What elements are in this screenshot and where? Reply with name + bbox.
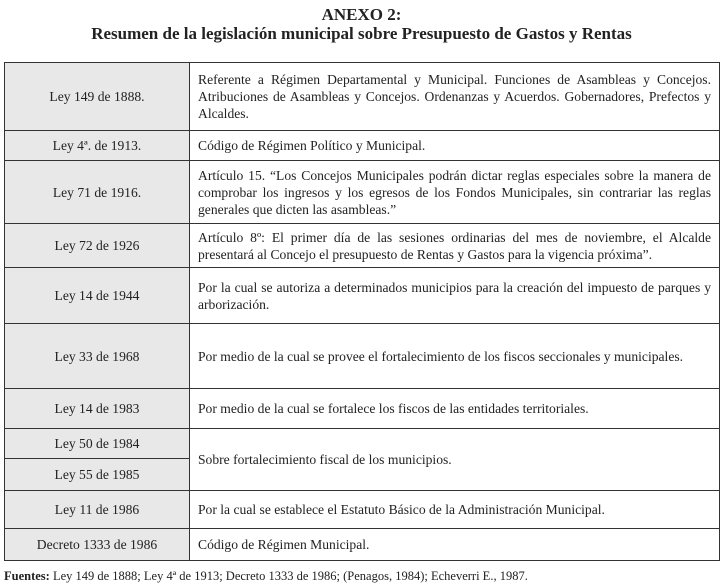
description-cell: Por medio de la cual se fortalece los fiscos de las entidades territoriales.	[190, 389, 720, 429]
table-row	[5, 268, 720, 324]
description-cell: Por la cual se establece el Estatuto Básico de la Administración Municipal.	[190, 491, 720, 529]
table-row	[5, 131, 720, 161]
table-row	[5, 224, 720, 268]
sources-note	[4, 569, 528, 584]
table-row	[5, 389, 720, 429]
law-cell: Ley 4ª. de 1913.	[5, 131, 190, 161]
law-cell: Ley 55 de 1985	[5, 459, 190, 491]
table-row	[5, 529, 720, 561]
legislation-table	[4, 62, 720, 561]
sources-text: Ley 149 de 1888; Ley 4ª de 1913; Decreto 1333 de 1986; (Penagos, 1984); Echeverri E., 1987.	[49, 569, 528, 583]
table-row	[5, 324, 720, 389]
description-cell: Artículo 15. “Los Concejos Municipales podrán dictar reglas especiales sobre la manera de comprobar los ingresos y los egresos de los Fondos Municipales, sin contrariar las reglas generales que dicten las asambleas.”	[190, 161, 720, 224]
law-cell: Ley 14 de 1983	[5, 389, 190, 429]
law-cell: Ley 50 de 1984	[5, 429, 190, 459]
table-row	[5, 429, 720, 459]
page-title: Resumen de la legislación municipal sobre Presupuesto de Gastos y Rentas	[91, 24, 632, 43]
description-cell: Sobre fortalecimiento fiscal de los municipios.	[190, 429, 720, 491]
table-row	[5, 63, 720, 131]
law-cell: Ley 149 de 1888.	[5, 63, 190, 131]
description-cell: Artículo 8º: El primer día de las sesiones ordinarias del mes de noviembre, el Alcalde presentará al Concejo el presupuesto de Rentas y Gastos para la vigencia próxima”.	[190, 224, 720, 268]
law-cell: Decreto 1333 de 1986	[5, 529, 190, 561]
law-cell: Ley 71 de 1916.	[5, 161, 190, 224]
table-row	[5, 491, 720, 529]
description-cell: Código de Régimen Municipal.	[190, 529, 720, 561]
law-cell: Ley 33 de 1968	[5, 324, 190, 389]
description-cell: Por la cual se autoriza a determinados municipios para la creación del impuesto de parques y arborización.	[190, 268, 720, 324]
law-cell: Ley 72 de 1926	[5, 224, 190, 268]
description-cell: Por medio de la cual se provee el fortalecimiento de los fiscos seccionales y municipales.	[190, 324, 720, 389]
description-cell: Referente a Régimen Departamental y Municipal. Funciones de Asambleas y Concejos. Atribuciones de Asambleas y Concejos. Ordenanzas y Acuerdos. Gobernadores, Prefectos y Alcaldes.	[190, 63, 720, 131]
description-cell: Código de Régimen Político y Municipal.	[190, 131, 720, 161]
sources-label: Fuentes:	[4, 569, 50, 583]
law-cell: Ley 11 de 1986	[5, 491, 190, 529]
annex-label: ANEXO 2:	[321, 5, 402, 24]
table-row	[5, 161, 720, 224]
law-cell: Ley 14 de 1944	[5, 268, 190, 324]
